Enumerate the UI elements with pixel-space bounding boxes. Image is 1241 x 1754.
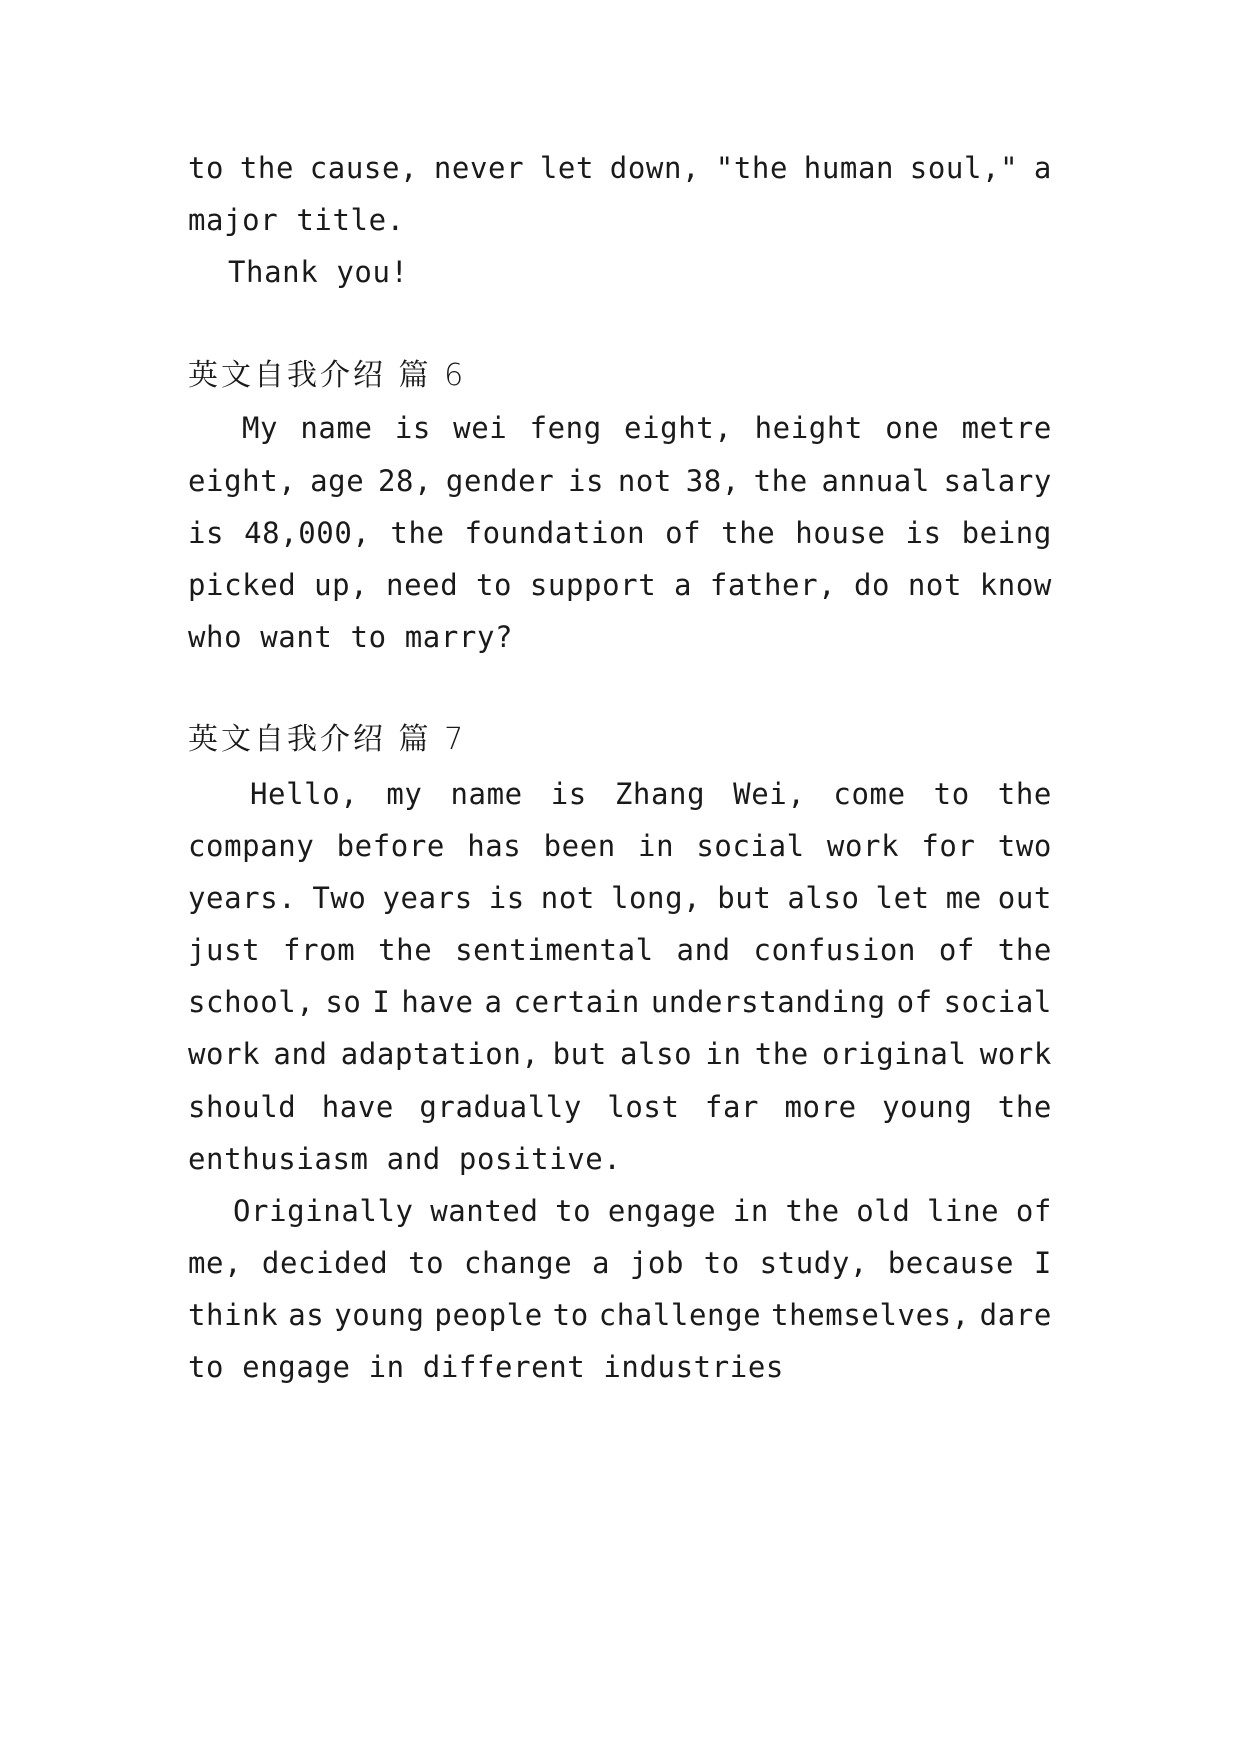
word: as [288,1298,325,1332]
paragraph-line [188,1243,1052,1283]
word: long, [610,881,702,915]
word: in [638,829,675,863]
word: Zhang [614,777,706,811]
paragraph-line: major title. [188,203,405,237]
paragraph-line [188,930,1052,970]
word: but [552,1037,607,1071]
word: age [310,464,365,498]
word: understanding [650,985,886,1019]
word: of [938,933,975,967]
word: more [784,1090,857,1124]
word: Wei, [733,777,806,811]
word: decided [261,1246,389,1280]
word: the [378,933,433,967]
word: a [1033,151,1052,185]
section-heading-7: 英文自我介绍 篇 7 [188,722,467,757]
word: has [467,829,522,863]
word: the [997,777,1052,811]
word: name [450,777,523,811]
word: sentimental [455,933,654,967]
word: have [321,1090,394,1124]
word: metre [961,411,1052,445]
word: is [188,516,225,550]
word: 48,000, [244,516,371,550]
word: change [463,1246,573,1280]
word: to [408,1246,445,1280]
word: the [390,516,445,550]
word: let [539,151,595,185]
word: work [979,1037,1052,1071]
word: eight, [188,464,297,498]
word: the [997,933,1052,967]
word: come [833,777,906,811]
word: gender [445,464,555,498]
word: have [401,985,474,1019]
word: certain [513,985,640,1019]
word: gradually [419,1090,582,1124]
word: years [382,881,473,915]
word: I [1033,1246,1052,1280]
word: work [826,829,900,863]
word: not [907,568,963,602]
word: in [732,1194,769,1228]
word: to [555,1194,592,1228]
word: just [188,933,261,967]
word: work [188,1037,261,1071]
word: annual [821,464,930,498]
word: from [283,933,356,967]
word: 38, [685,464,740,498]
word: adaptation, [340,1037,540,1071]
paragraph-line: who want to marry? [188,620,514,654]
word: is [550,777,587,811]
word: the [997,1090,1052,1124]
thank-you-line: Thank you! [228,255,409,289]
word: the [785,1194,840,1228]
word: never [433,151,525,185]
word: young [334,1298,425,1332]
paragraph-line [188,878,1052,918]
word: to [188,151,225,185]
word: up, [314,568,369,602]
word: lost [607,1090,680,1124]
word: a [674,568,693,602]
word: the [721,516,776,550]
word: wei [453,411,508,445]
word: support [529,568,657,602]
word: Originally [233,1194,414,1228]
word: my [386,777,423,811]
word: not [617,464,672,498]
word: also [787,881,860,915]
word: down, [609,151,701,185]
word: job [629,1246,685,1280]
word: of [896,985,933,1019]
paragraph-line [188,565,1052,605]
word: dare [979,1298,1052,1332]
word: out [997,881,1052,915]
paragraph-line [250,774,1052,814]
word: study, [759,1246,868,1280]
paragraph-line [188,1034,1052,1074]
word: been [543,829,616,863]
word: name [300,411,373,445]
word: house [795,516,886,550]
word: a [592,1246,611,1280]
word: is [394,411,431,445]
word: feng [529,411,602,445]
word: far [704,1090,760,1124]
word: school, [188,985,315,1019]
word: so [325,985,362,1019]
word: me [945,881,982,915]
word: do [853,568,891,602]
word: think [188,1298,279,1332]
word: social [696,829,805,863]
word: one [885,411,940,445]
word: in [705,1037,742,1071]
paragraph-line [188,826,1052,866]
word: company [188,829,315,863]
word: is [905,516,942,550]
word: "the [715,151,789,185]
word: a [484,985,503,1019]
word: line [927,1194,1000,1228]
word: human [803,151,895,185]
word: and [273,1037,328,1071]
word: need [386,568,459,602]
word: to [933,777,970,811]
word: of [665,516,702,550]
word: because [887,1246,1015,1280]
word: father, [709,568,837,602]
word: engage [607,1194,717,1228]
paragraph-line: to engage in different industries [188,1350,784,1384]
word: two [997,829,1052,863]
word: the [753,464,808,498]
word: to [552,1298,589,1332]
word: also [619,1037,693,1071]
word: to [476,568,513,602]
word: cause, [309,151,419,185]
word: original [822,1037,967,1071]
paragraph-line [188,461,1052,501]
word: before [336,829,445,863]
word: of [1015,1194,1052,1228]
word: salary [943,464,1052,498]
paragraph-line [188,1087,1052,1127]
paragraph-line [188,982,1052,1022]
word: people [434,1298,543,1332]
paragraph-line [188,148,1052,188]
word: to [703,1246,740,1280]
word: being [961,516,1052,550]
word: for [921,829,976,863]
word: years. [188,881,297,915]
word: wanted [430,1194,539,1228]
word: the [239,151,295,185]
word: old [856,1194,911,1228]
word: the [754,1037,809,1071]
word: Two [312,881,367,915]
section-heading-6: 英文自我介绍 篇 6 [188,358,467,393]
word: let [875,881,930,915]
word: social [943,985,1052,1019]
word: 28, [377,464,433,498]
word: eight, [624,411,733,445]
word: and [676,933,731,967]
word: soul," [909,151,1019,185]
word: challenge [598,1298,762,1332]
word: know [979,568,1052,602]
word: My [242,411,279,445]
paragraph-line [188,513,1052,553]
word: me, [188,1246,243,1280]
word: should [188,1090,297,1124]
word: I [372,985,391,1019]
word: picked [188,568,297,602]
paragraph-line [188,1295,1052,1335]
word: is [567,464,605,498]
word: is [488,881,525,915]
word: young [882,1090,973,1124]
paragraph-line [242,408,1052,448]
word: but [717,881,772,915]
word: confusion [753,933,917,967]
word: height [754,411,863,445]
word: foundation [464,516,646,550]
word: themselves, [771,1298,970,1332]
word: Hello, [250,777,359,811]
paragraph-line: enthusiasm and positive. [188,1142,622,1176]
word: not [540,881,595,915]
paragraph-line [233,1191,1052,1231]
